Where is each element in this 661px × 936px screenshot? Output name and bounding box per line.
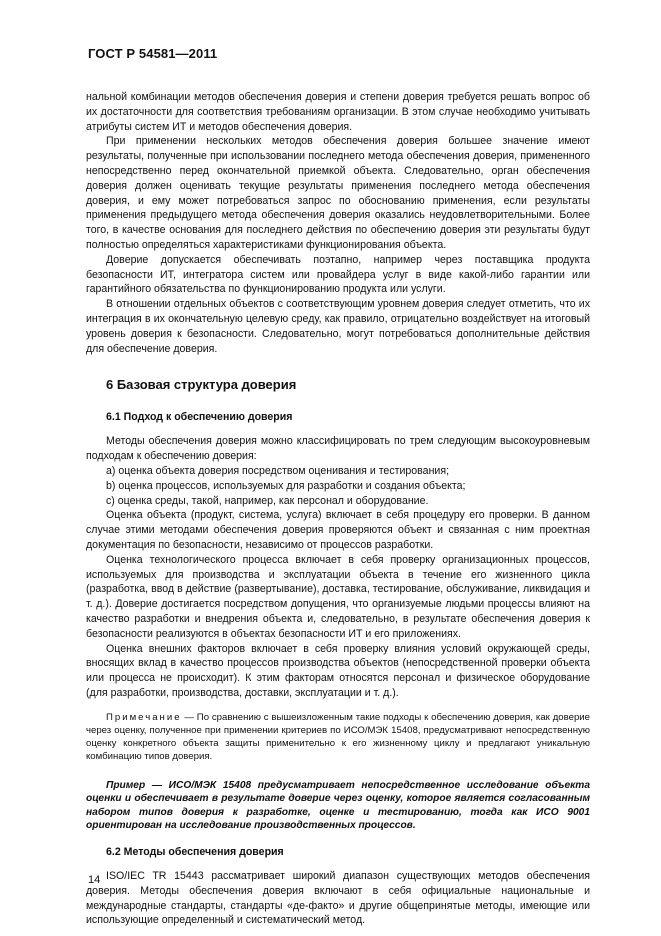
list-item: b) оценка процессов, используемых для разработки и создания объекта; [106, 479, 466, 492]
paragraph: Доверие допускается обеспечивать поэтапно, например через поставщика продукта безопасности ИТ, интегратора систем или провайдера услуг в виде какой-либо гарантии или гарантийного обязательства по функционированию продукта или услуги. [86, 253, 590, 296]
paragraph: Методы обеспечения доверия можно классифицировать по трем следующим высокоуровневым подходам к обеспечению доверия: [86, 435, 590, 463]
paragraph: Оценка технологического процесса включает в себя проверку организационных процессов, используемых для производства и эксплуатации объекта в течение его жизненного цикла (разработка, ввод в действие (развертывание), доставка, тестирование, обслуживание, ликвидация и т. д.). Доверие достигается посредством допущения, что организуемые людьми процессы влияют на качество разработки и внедрения объекта и, следовательно, в результате обеспечения доверия к безопасности реализуются в объектах безопасности ИТ и его приложениях. [86, 553, 590, 640]
subsection-heading: 6.1 Подход к обеспечению доверия [106, 411, 293, 424]
paragraph: При применении нескольких методов обеспечения доверия большее значение имеют результаты, полученные при использовании последнего метода обеспечения доверия, примененного непосредственно перед окончательной приемкой объекта. Следовательно, орган обеспечения доверия должен оценивать текущие результаты применения последнего метода обеспечения доверия, и ему может потребоваться запрос по обоснованию применения, если результаты применения предыдущего метода обеспечения доверия оказались неудовлетворительными. Более того, в качестве основания для последнего действия по обеспечению доверия эти результаты будут полностью определяться характеристиками функционирования объекта. [86, 135, 590, 251]
paragraph: нальной комбинации методов обеспечения доверия и степени доверия требуется решать вопрос об их достаточности для соответствия требованиям организации. В этом случае необходимо учитывать атрибуты систем ИТ и методов обеспечения доверия. [86, 91, 590, 133]
approach-list [86, 464, 590, 508]
subsection-heading: 6.2 Методы обеспечения доверия [106, 846, 284, 859]
note-text: — По сравнению с вышеизложенным такие подходы к обеспечению доверия, как доверие через оценку, полученное при применении критериев по ИСО/МЭК 15408, предусматривают непосредственную оценку конкретного объекта защиты применительно к его жизненному циклу и предлагают уникальную комбинацию типов доверия. [86, 711, 590, 762]
note [86, 711, 590, 763]
example-text: — ИСО/МЭК 15408 предусматривает непосредственное исследование объекта оценки и обеспечивает в результате доверие через оценку, которое является согласованным набором типов доверия к разработке, оценке и тестированию, тогда как ИСО 9001 ориентирован на исследование производственных процессов. [86, 779, 590, 832]
paragraph: Оценка внешних факторов включает в себя проверку влияния условий окружающей среды, вносящих вклад в качество процессов производства объектов (непосредственной проверки объекта или процесса не происходит). К этим факторам относятся персонал и физическое оборудование (для разработки, производства, доставки, эксплуатации и т. д.). [86, 642, 590, 699]
paragraph: В отношении отдельных объектов с соответствующим уровнем доверия следует отметить, что их интеграция в их окончательную целевую среду, как правило, отрицательно воздействует на итоговый уровень доверия к безопасности. Следовательно, могут потребоваться дополнительные действия для обеспечение доверия. [86, 298, 590, 355]
example-label: Пример [106, 779, 146, 791]
list-item: a) оценка объекта доверия посредством оценивания и тестирования; [106, 464, 450, 477]
example [86, 779, 590, 833]
paragraph: ISO/IEC TR 15443 рассматривает широкий диапазон существующих методов обеспечения доверия. Методы обеспечения доверия включают в себя официальные национальные и международные стандарты, стандарты «де-факто» и другие общепринятые методы, имеющие или использующие определенный и систематический метод. [86, 870, 590, 927]
section-heading: 6 Базовая структура доверия [106, 377, 297, 393]
paragraph: Оценка объекта (продукт, система, услуга) включает в себя процедуру его проверки. В данном случае этими методами обеспечения доверия проверяются объект и связанная с ним проектная документация по безопасности, независимо от процессов разработки. [86, 509, 590, 551]
document-header: ГОСТ Р 54581—2011 [88, 46, 218, 61]
page-number: 14 [88, 874, 101, 886]
note-label: Примечание [106, 711, 182, 723]
page-body [86, 90, 590, 928]
list-item: c) оценка среды, такой, например, как персонал и оборудование. [106, 494, 429, 507]
